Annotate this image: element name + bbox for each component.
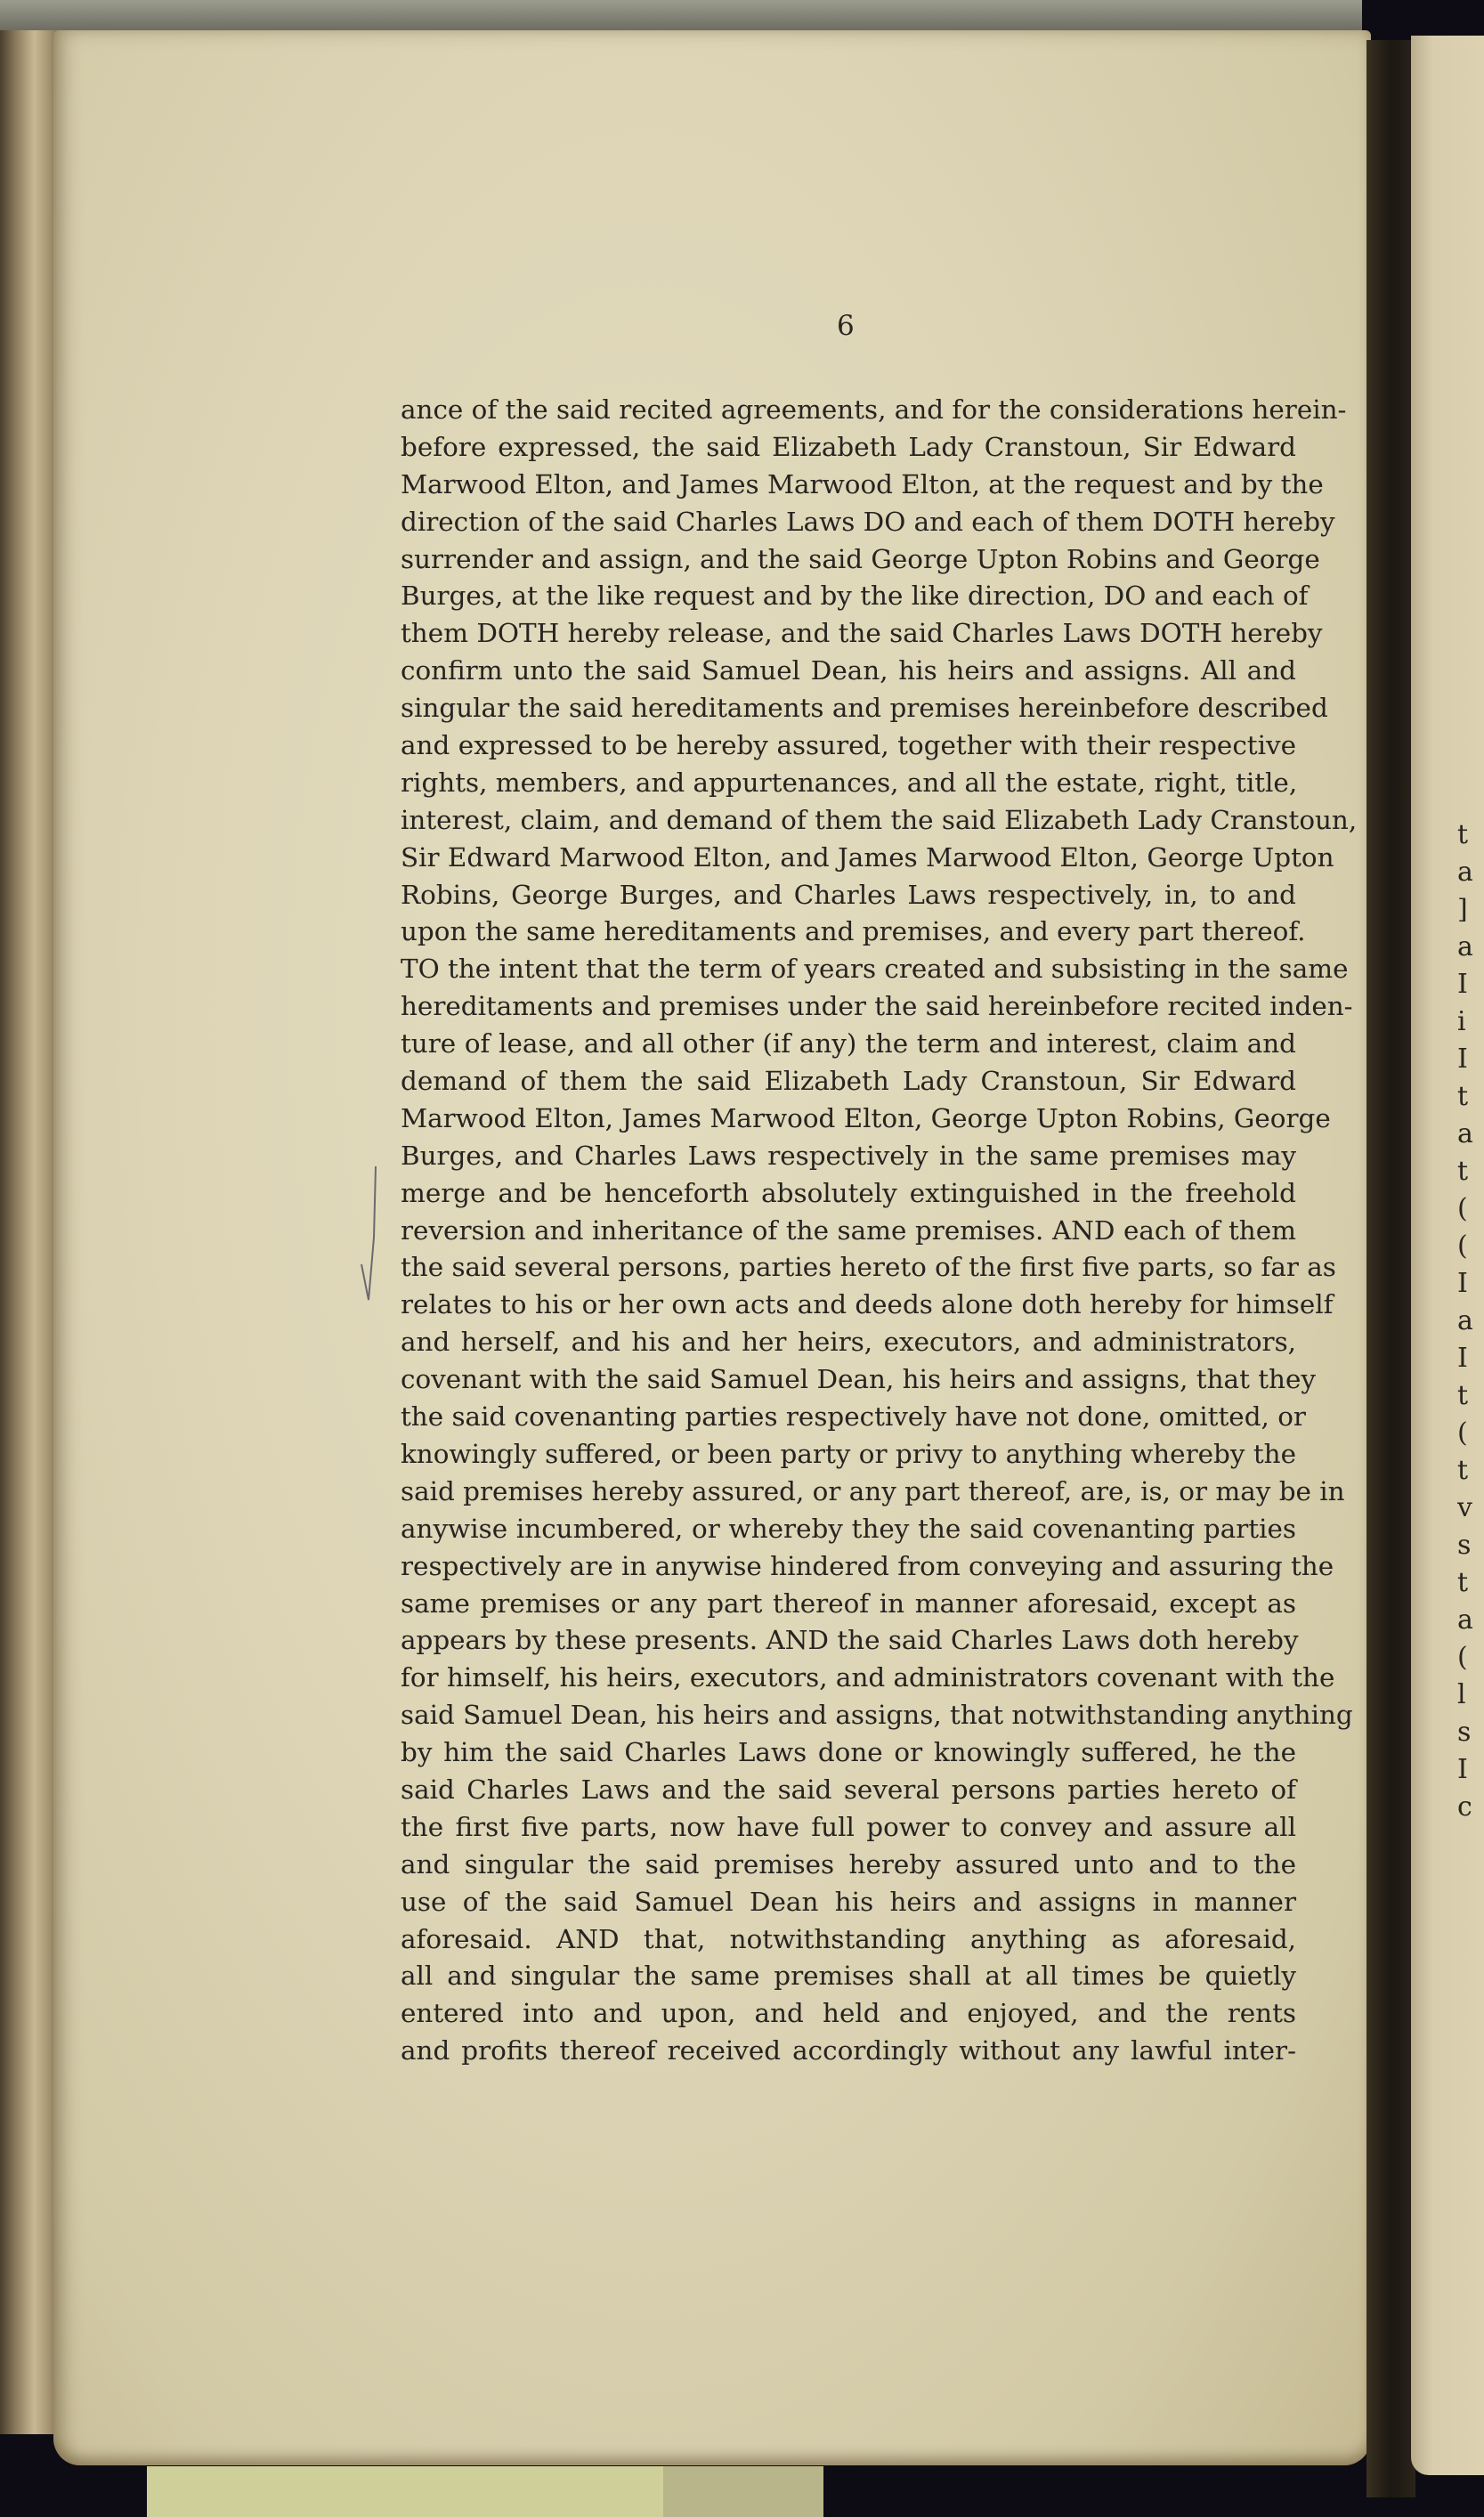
text-line: same premises or any part thereof in manner aforesaid, except as — [401, 1587, 1296, 1619]
scanner-top-edge — [0, 0, 1362, 30]
facing-page-text-fragment: t — [1457, 1156, 1469, 1187]
facing-page-text-fragment: c — [1457, 1791, 1472, 1823]
text-line: confirm unto the said Samuel Dean, his heirs and assigns. All and — [401, 655, 1296, 686]
facing-page-text-fragment: a — [1457, 1604, 1473, 1636]
text-line: rights, members, and appurtenances, and all the estate, right, title, — [401, 767, 1298, 798]
facing-page-text-fragment: I — [1457, 969, 1468, 1000]
facing-page-text-fragment: I — [1457, 1343, 1468, 1374]
bottom-paper-strip — [147, 2466, 663, 2517]
text-line: singular the said hereditaments and premises hereinbefore described — [401, 693, 1328, 724]
text-line: Marwood Elton, James Marwood Elton, George Upton Robins, George — [401, 1102, 1331, 1133]
facing-page-text-fragment: ( — [1457, 1230, 1468, 1262]
facing-page-text-fragment: a — [1457, 857, 1473, 888]
text-line: upon the same hereditaments and premises, and every part thereof. — [401, 916, 1306, 947]
text-line: respectively are in anywise hindered from conveying and assuring the — [401, 1550, 1334, 1581]
text-line: Burges, at the like request and by the like direction, DO and each of — [401, 581, 1309, 612]
text-line: and expressed to be hereby assured, together with their respective — [401, 730, 1296, 761]
text-line: ance of the said recited agreements, and for the considerations herein- — [401, 394, 1347, 425]
text-line: appears by these presents. AND the said Charles Laws doth hereby — [401, 1625, 1299, 1656]
text-line: the first five parts, now have full power to convey and assure all — [401, 1811, 1296, 1842]
facing-page-text-fragment: a — [1457, 931, 1473, 962]
text-line: anywise incumbered, or whereby they the said covenanting parties — [401, 1513, 1296, 1544]
text-line: hereditaments and premises under the said hereinbefore recited inden- — [401, 991, 1353, 1022]
text-line: direction of the said Charles Laws DO and each of them DOTH hereby — [401, 506, 1335, 537]
body-text — [401, 392, 1358, 2070]
book-gutter — [1366, 40, 1415, 2497]
facing-page-text-fragment: i — [1457, 1006, 1466, 1037]
text-line: interest, claim, and demand of them the said Elizabeth Lady Cranstoun, — [401, 804, 1358, 835]
text-line: said Samuel Dean, his heirs and assigns, that notwithstanding anything — [401, 1700, 1353, 1731]
facing-page-text-fragment: ] — [1457, 894, 1468, 925]
text-line: demand of them the said Elizabeth Lady Cranstoun, Sir Edward — [401, 1066, 1296, 1097]
facing-page-text-fragment: t — [1457, 1380, 1469, 1411]
facing-page-text-fragment: I — [1457, 1754, 1468, 1785]
text-line: them DOTH hereby release, and the said Charles Laws DOTH hereby — [401, 618, 1323, 649]
text-line: aforesaid. AND that, notwithstanding anything as aforesaid, — [401, 1923, 1296, 1954]
facing-page-text-fragment: t — [1457, 1455, 1469, 1486]
text-line: and singular the said premises hereby assured unto and to the — [401, 1848, 1296, 1880]
facing-page-text-fragment: s — [1457, 1717, 1472, 1748]
facing-page-text-fragment: l — [1457, 1679, 1466, 1710]
facing-page-text-fragment: v — [1457, 1492, 1472, 1523]
text-line: Robins, George Burges, and Charles Laws respectively, in, to and — [401, 879, 1296, 910]
text-line: relates to his or her own acts and deeds alone doth hereby for himself — [401, 1289, 1334, 1320]
facing-page-text-fragment: a — [1457, 1118, 1473, 1149]
text-line: TO the intent that the term of years created and subsisting in the same — [401, 954, 1349, 985]
text-line: entered into and upon, and held and enjoyed, and the rents — [401, 1998, 1296, 2029]
facing-page-text-fragment: ( — [1457, 1417, 1468, 1449]
text-line: the said several persons, parties hereto of the first five parts, so far as — [401, 1252, 1336, 1283]
text-line: all and singular the same premises shall at all times be quietly — [401, 1961, 1296, 1992]
text-line: merge and be henceforth absolutely extinguished in the freehold — [401, 1177, 1296, 1208]
facing-page — [1411, 36, 1484, 2475]
text-line: use of the said Samuel Dean his heirs and assigns in manner — [401, 1886, 1296, 1917]
text-line: reversion and inheritance of the same premises. AND each of them — [401, 1214, 1296, 1246]
text-line: and profits thereof received accordingly without any lawful inter- — [401, 2035, 1296, 2066]
text-line: surrender and assign, and the said George Upton Robins and George — [401, 543, 1320, 574]
text-line: Burges, and Charles Laws respectively in the same premises may — [401, 1140, 1296, 1171]
text-line: knowingly suffered, or been party or privy to anything whereby the — [401, 1438, 1296, 1469]
facing-page-text-fragment: t — [1457, 1567, 1469, 1598]
facing-page-text-fragment: ( — [1457, 1193, 1468, 1224]
pencil-margin-mark — [356, 1166, 383, 1309]
text-line: covenant with the said Samuel Dean, his heirs and assigns, that they — [401, 1364, 1316, 1395]
text-line: said premises hereby assured, or any part thereof, are, is, or may be in — [401, 1475, 1345, 1506]
facing-page-text-fragment: s — [1457, 1530, 1472, 1561]
text-line: by him the said Charles Laws done or knowingly suffered, he the — [401, 1737, 1296, 1768]
facing-page-text-fragment: t — [1457, 1081, 1469, 1112]
facing-page-text-fragment: I — [1457, 1268, 1468, 1299]
text-line: Marwood Elton, and James Marwood Elton, at the request and by the — [401, 468, 1324, 499]
text-line: and herself, and his and her heirs, executors, and administrators, — [401, 1327, 1296, 1358]
bottom-paper-strip-2 — [663, 2466, 823, 2517]
facing-page-text-fragment: I — [1457, 1043, 1468, 1075]
facing-page-text-fragment: ( — [1457, 1642, 1468, 1673]
text-line: ture of lease, and all other (if any) the term and interest, claim and — [401, 1028, 1296, 1060]
facing-page-text-fragment: t — [1457, 819, 1469, 850]
text-line: for himself, his heirs, executors, and administrators covenant with the — [401, 1662, 1335, 1693]
text-line: said Charles Laws and the said several persons parties hereto of — [401, 1774, 1296, 1805]
text-line: the said covenanting parties respectively have not done, omitted, or — [401, 1401, 1306, 1433]
text-line: Sir Edward Marwood Elton, and James Marwood Elton, George Upton — [401, 841, 1334, 873]
facing-page-text-fragment: a — [1457, 1305, 1473, 1336]
text-line: before expressed, the said Elizabeth Lady Cranstoun, Sir Edward — [401, 431, 1296, 462]
page-number: 6 — [837, 310, 855, 342]
